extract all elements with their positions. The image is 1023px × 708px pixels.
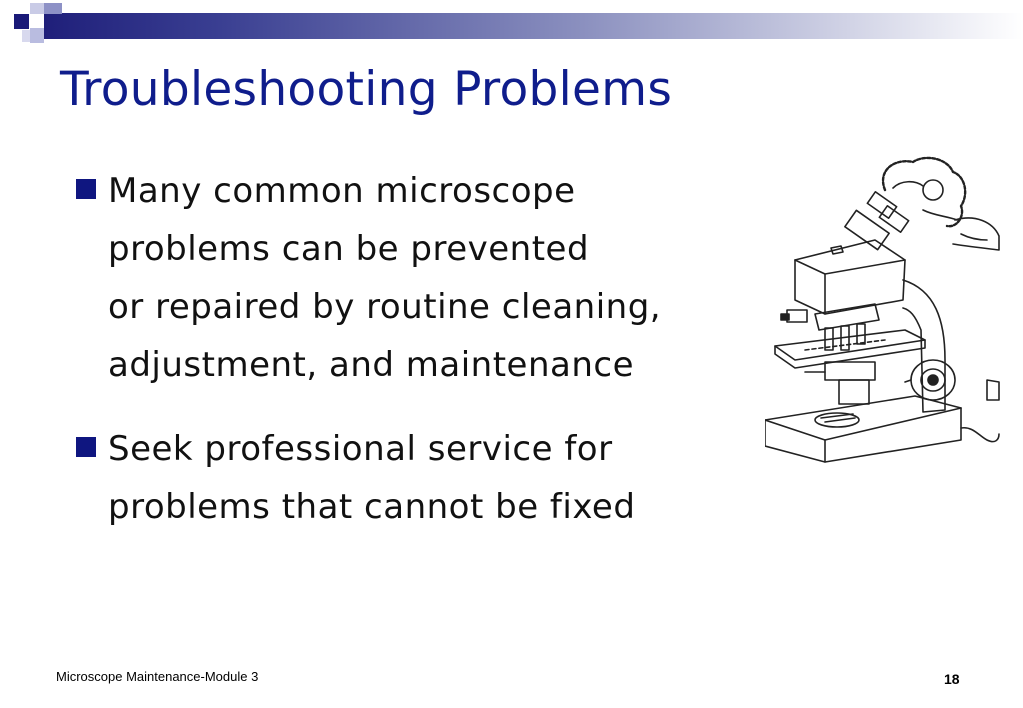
header-gradient-bar (44, 13, 1023, 39)
page-number: 18 (944, 671, 960, 687)
decor-square (30, 3, 44, 14)
bullet-text (108, 162, 661, 394)
decor-square (14, 14, 29, 29)
decor-square (30, 28, 44, 43)
decor-square (44, 3, 62, 14)
slide-title: Troubleshooting Problems (60, 62, 673, 117)
bullet-line: problems can be prevented (108, 229, 590, 269)
bullet-line: adjustment, and maintenance (108, 345, 635, 385)
bullet-line: Seek professional service for (108, 429, 613, 469)
bullet-line: problems that cannot be fixed (108, 487, 636, 527)
bullet-square-icon (76, 437, 96, 457)
microscope-person-illustration (765, 150, 1000, 480)
footer-text: Microscope Maintenance-Module 3 (56, 669, 259, 684)
bullet-line: or repaired by routine cleaning, (108, 287, 662, 327)
bullet-square-icon (76, 179, 96, 199)
decor-square (22, 30, 30, 42)
bullet-text (108, 420, 635, 536)
bullet-line: Many common microscope (108, 171, 576, 211)
